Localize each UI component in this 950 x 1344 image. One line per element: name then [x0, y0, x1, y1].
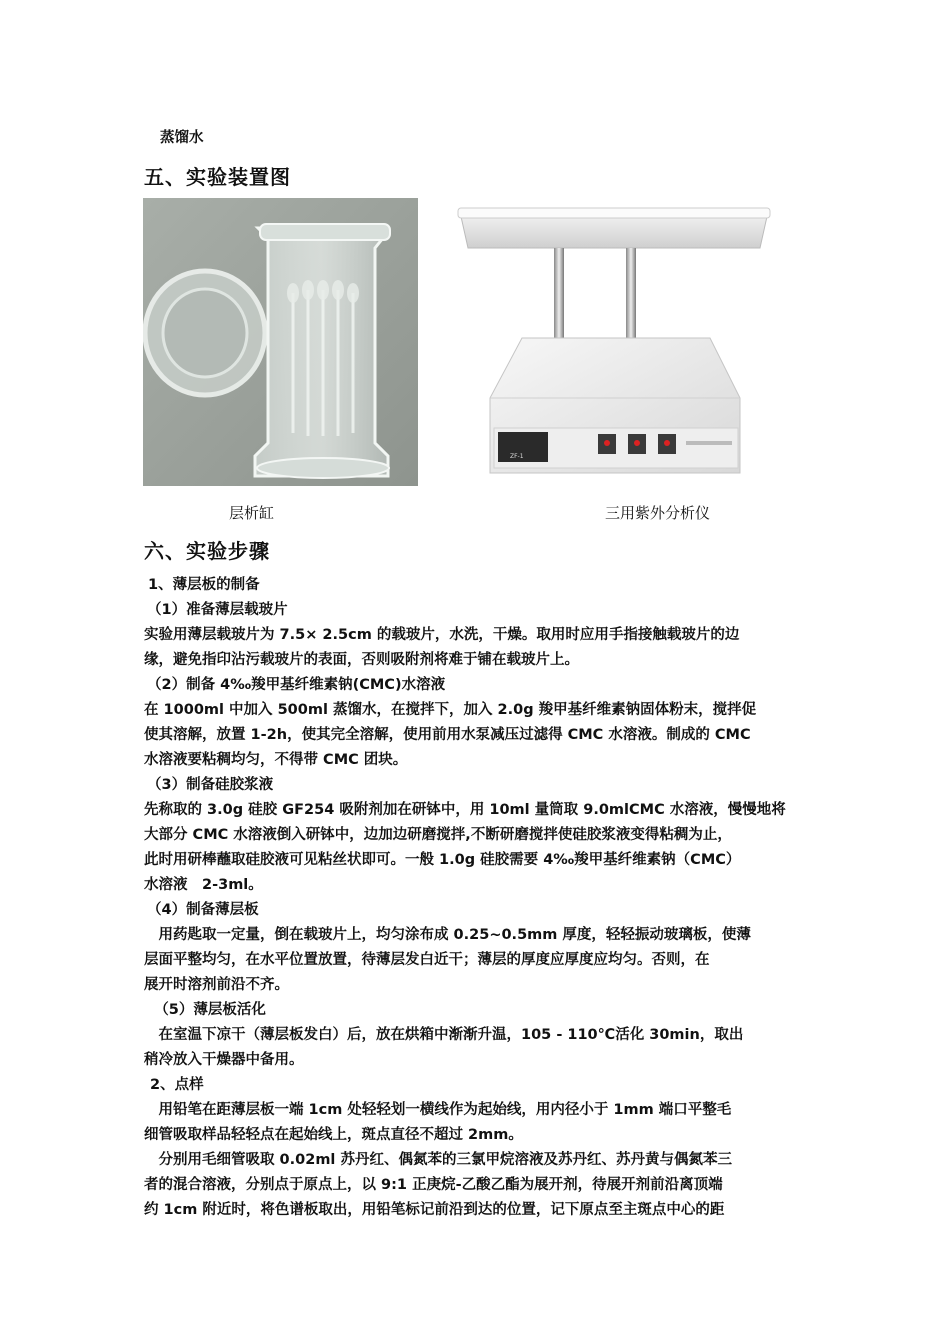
step1-sub2-paragraph	[144, 698, 824, 773]
chromatography-jar-photo-icon	[143, 198, 418, 486]
paragraph-line: 层面平整均匀，在水平位置放置，待薄层发白近干；薄层的厚度应厚度应均匀。否则，在	[144, 952, 710, 968]
section5-heading: 五、实验装置图	[144, 165, 291, 189]
paragraph-line: 先称取的 3.0g 硅胶 GF254 吸附剂加在研钵中，用 10ml 量筒取 9.0mlCMC 水溶液，慢慢地将	[144, 802, 786, 818]
step1-sub3-title: （3）制备硅胶浆液	[147, 777, 274, 793]
paragraph-line: 实验用薄层载玻片为 7.5× 2.5cm 的载玻片，水洗，干燥。取用时应用手指接触载玻片的边	[144, 627, 740, 643]
paragraph-line: 大部分 CMC 水溶液倒入研钵中，边加边研磨搅拌,不断研磨搅拌使硅胶浆液变得粘稠为止，	[144, 827, 732, 843]
paragraph-line: 使其溶解，放置 1-2h，使其完全溶解，使用前用水泵减压过滤得 CMC 水溶液。制成的 CMC	[144, 727, 751, 743]
figure-caption-jar: 层析缸	[229, 504, 275, 522]
step1-sub3-paragraph	[144, 798, 824, 898]
uv-analyzer-photo-icon	[450, 198, 778, 483]
paragraph-line: 水溶液要粘稠均匀，不得带 CMC 团块。	[144, 752, 408, 768]
paragraph-line: 用药匙取一定量，倒在载玻片上，均匀涂布成 0.25~0.5mm 厚度，轻轻振动玻璃板，使薄	[144, 927, 751, 943]
paragraph-line: 在室温下凉干（薄层板发白）后，放在烘箱中渐渐升温，105 - 110℃活化 30min，取出	[144, 1027, 744, 1043]
paragraph-line: 者的混合溶液，分别点于原点上，以 9:1 正庚烷-乙酸乙酯为展开剂，待展开剂前沿离顶端	[144, 1177, 723, 1193]
step1-sub5-paragraph	[144, 1023, 824, 1073]
paragraph-line: 水溶液 2-3ml。	[144, 877, 263, 893]
step1-sub4-title: （4）制备薄层板	[147, 902, 259, 918]
paragraph-line: 细管吸取样品轻轻点在起始线上，斑点直径不超过 2mm。	[144, 1127, 523, 1143]
figure-caption-uv: 三用紫外分析仪	[605, 504, 711, 522]
step1-sub4-paragraph	[144, 923, 824, 998]
step1-sub5-title: （5）薄层板活化	[147, 1002, 266, 1018]
section6-heading: 六、实验步骤	[144, 539, 270, 563]
step2-paragraph-1	[144, 1098, 824, 1148]
paragraph-line: 稍冷放入干燥器中备用。	[144, 1052, 304, 1068]
paragraph-line: 用铅笔在距薄层板一端 1cm 处轻轻划一横线作为起始线，用内径小于 1mm 端口平整毛	[144, 1102, 732, 1118]
paragraph-line: 缘，避免指印沾污载玻片的表面，否则吸附剂将难于铺在载玻片上。	[144, 652, 579, 668]
step1-sub2-title: （2）制备 4‰羧甲基纤维素钠(CMC)水溶液	[147, 677, 446, 693]
step1-title: 1、薄层板的制备	[148, 577, 260, 593]
paragraph-line: 此时用研棒蘸取硅胶液可见粘丝状即可。一般 1.0g 硅胶需要 4‰羧甲基纤维素钠（CMC）	[144, 852, 741, 868]
paragraph-line: 约 1cm 附近时，将色谱板取出，用铅笔标记前沿到达的位置，记下原点至主斑点中心的距	[144, 1202, 725, 1218]
step1-sub1-paragraph	[144, 623, 824, 673]
step1-sub1-title: （1）准备薄层载玻片	[147, 602, 288, 618]
uv-panel-label: ZF-1	[510, 453, 524, 460]
paragraph-line: 展开时溶剂前沿不齐。	[144, 977, 289, 993]
material-line: 蒸馏水	[160, 130, 204, 146]
paragraph-line: 在 1000ml 中加入 500ml 蒸馏水，在搅拌下，加入 2.0g 羧甲基纤维素钠固体粉末，搅拌促	[144, 702, 757, 718]
step2-paragraph-2	[144, 1148, 824, 1223]
step2-title: 2、点样	[150, 1077, 204, 1093]
paragraph-line: 分别用毛细管吸取 0.02ml 苏丹红、偶氮苯的三氯甲烷溶液及苏丹红、苏丹黄与偶氮苯三	[144, 1152, 732, 1168]
